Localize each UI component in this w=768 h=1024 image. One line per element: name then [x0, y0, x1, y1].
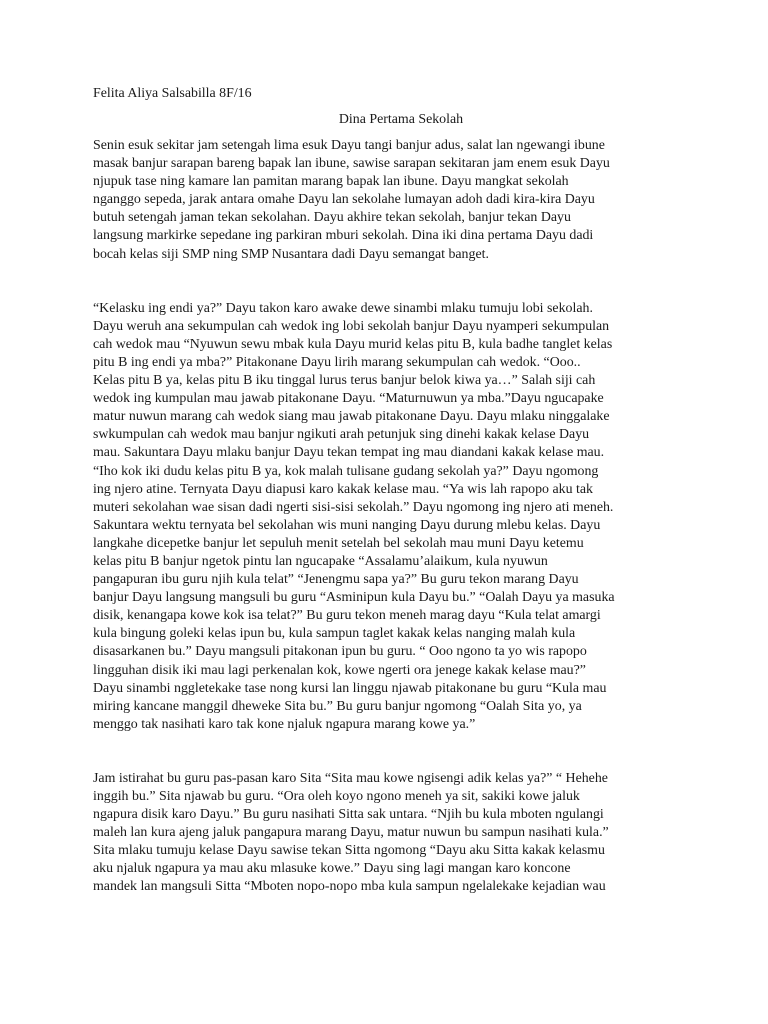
text-line: matur nuwun marang cah wedok siang mau jawab pitakonane Dayu. Dayu mlaku ninggalake	[93, 409, 610, 425]
text-line: banjur Dayu langsung mangsuli bu guru “Asminipun kula Dayu bu.” “Oalah Dayu ya masuka	[93, 590, 615, 606]
text-line: Jam istirahat bu guru pas-pasan karo Sita “Sita mau kowe ngisengi adik kelas ya?” “ Hehehe	[93, 770, 608, 786]
text-line: butuh setengah jaman tekan sekolahan. Dayu akhire tekan sekolah, banjur tekan Dayu	[93, 210, 571, 226]
text-line: swkumpulan cah wedok mau banjur ngikuti arah petunjuk sing dinehi kakak kelase Dayu	[93, 427, 590, 443]
text-line: “Iho kok iki dudu kelas pitu B ya, kok malah tulisane gudang sekolah ya?” Dayu ngomong	[93, 463, 599, 479]
paragraph-3	[93, 770, 693, 897]
text-line: njupuk tase ning kamare lan pamitan marang bapak lan ibune. Dayu mangkat sekolah	[93, 174, 569, 190]
text-line: ing njero atine. Ternyata Dayu diapusi karo kakak kelase mau. “Ya wis lah rapopo aku tak	[93, 481, 593, 497]
text-line: mandek lan mangsuli Sitta “Mboten nopo-nopo mba kula sampun ngelalekake kejadian wau	[93, 879, 606, 895]
text-line: kula bingung goleki kelas ipun bu, kula sampun taglet kakak kelas nanging malah kula	[93, 626, 576, 642]
text-line: pangapuran ibu guru njih kula telat” “Jenengmu sapa ya?” Bu guru tekon marang Dayu	[93, 572, 579, 588]
text-line: lingguhan disik iki mau lagi perkenalan kok, kowe ngerti ora jenege kakak kelase mau?”	[93, 662, 586, 678]
text-line: langsung markirke sepedane ing parkiran mburi sekolah. Dina iki dina pertama Dayu dadi	[93, 228, 594, 244]
text-line: Sita mlaku tumuju kelase Dayu sawise tekan Sitta ngomong “Dayu aku Sitta kakak kelasmu	[93, 843, 605, 859]
text-line: kelas pitu B banjur ngetok pintu lan ngucapake “Assalamu’alaikum, kula nyuwun	[93, 553, 548, 569]
text-line: langkahe dicepetke banjur let sepuluh menit setelah bel sekolah mau muni Dayu ketemu	[93, 535, 584, 551]
text-line: maleh lan kura ajeng jaluk pangapura marang Dayu, matur nuwun bu sampun nasihati kula.”	[93, 825, 609, 841]
text-line: disasarkanen bu.” Dayu mangsuli pitakonan ipun bu guru. “ Ooo ngono ta yo wis rapopo	[93, 644, 587, 660]
paragraph-gap	[93, 264, 693, 300]
author-line: Felita Aliya Salsabilla 8F/16	[93, 86, 252, 101]
text-line: cah wedok mau “Nyuwun sewu mbak kula Dayu murid kelas pitu B, kula badhe tanglet kelas	[93, 336, 613, 352]
text-line: mau. Sakuntara Dayu mlaku banjur Dayu tekan tempat ing mau diandani kakak kelase mau.	[93, 445, 605, 461]
text-line: Dayu sinambi nggletekake tase nong kursi lan linggu njawab pitakonane bu guru “Kula mau	[93, 680, 607, 696]
text-line: aku njaluk ngapura ya mau aku mlasuke kowe.” Dayu sing lagi mangan karo koncone	[93, 861, 571, 877]
text-line: masak banjur sarapan bareng bapak lan ibune, sawise sarapan sekitaran jam enem esuk Dayu	[93, 156, 610, 172]
text-line: “Kelasku ing endi ya?” Dayu takon karo awake dewe sinambi mlaku tumuju lobi sekolah.	[93, 300, 593, 316]
text-line: Kelas pitu B ya, kelas pitu B iku tinggal lurus terus banjur belok kiwa ya…” Salah siji cah	[93, 373, 596, 389]
text-line: pitu B ing endi ya mba?” Pitakonane Dayu lirih marang sekumpulan cah wedok. “Ooo..	[93, 354, 581, 370]
text-line: Senin esuk sekitar jam setengah lima esuk Dayu tangi banjur adus, salat lan ngewangi ibune	[93, 138, 605, 153]
text-line: wedok ing kumpulan mau jawab pitakonane Dayu. “Maturnuwun ya mba.”Dayu ngucapake	[93, 391, 604, 407]
text-line: menggo tak nasihati karo tak kone njaluk ngapura marang kowe ya.”	[93, 716, 476, 732]
text-line: ngapura disik karo Dayu.” Bu guru nasihati Sitta sak untara. “Njih bu kula mboten ngulangi	[93, 807, 604, 823]
paragraph-2	[93, 300, 693, 734]
text-line: nganggo sepeda, jarak antara omahe Dayu lan sekolahe lumayan adoh dadi kira-kira Dayu	[93, 192, 595, 208]
text-line: disik, kenangapa kowe kok isa telat?” Bu guru tekon meneh marag dayu “Kula telat amargi	[93, 608, 601, 624]
paragraph-1	[93, 137, 693, 264]
text-line: miring kancane manggil dheweke Sita bu.” Bu guru banjur ngomong “Oalah Sita yo, ya	[93, 698, 582, 714]
document-title: Dina Pertama Sekolah	[338, 112, 464, 127]
text-line: bocah kelas siji SMP ning SMP Nusantara dadi Dayu semangat banget.	[93, 246, 489, 262]
text-line: Sakuntara wektu ternyata bel sekolahan wis muni nanging Dayu durung mlebu kelas. Dayu	[93, 517, 601, 533]
text-line: muteri sekolahan wae sisan dadi ngerti sisi-sisi sekolah.” Dayu ngomong ing njero ati meneh.	[93, 499, 614, 515]
document-page	[93, 85, 693, 897]
paragraph-gap	[93, 734, 693, 770]
text-line: Dayu weruh ana sekumpulan cah wedok ing lobi sekolah banjur Dayu nyamperi sekumpulan	[93, 318, 610, 334]
text-line: inggih bu.” Sita njawab bu guru. “Ora oleh koyo ngono meneh ya sit, sakiki kowe jaluk	[93, 789, 580, 804]
